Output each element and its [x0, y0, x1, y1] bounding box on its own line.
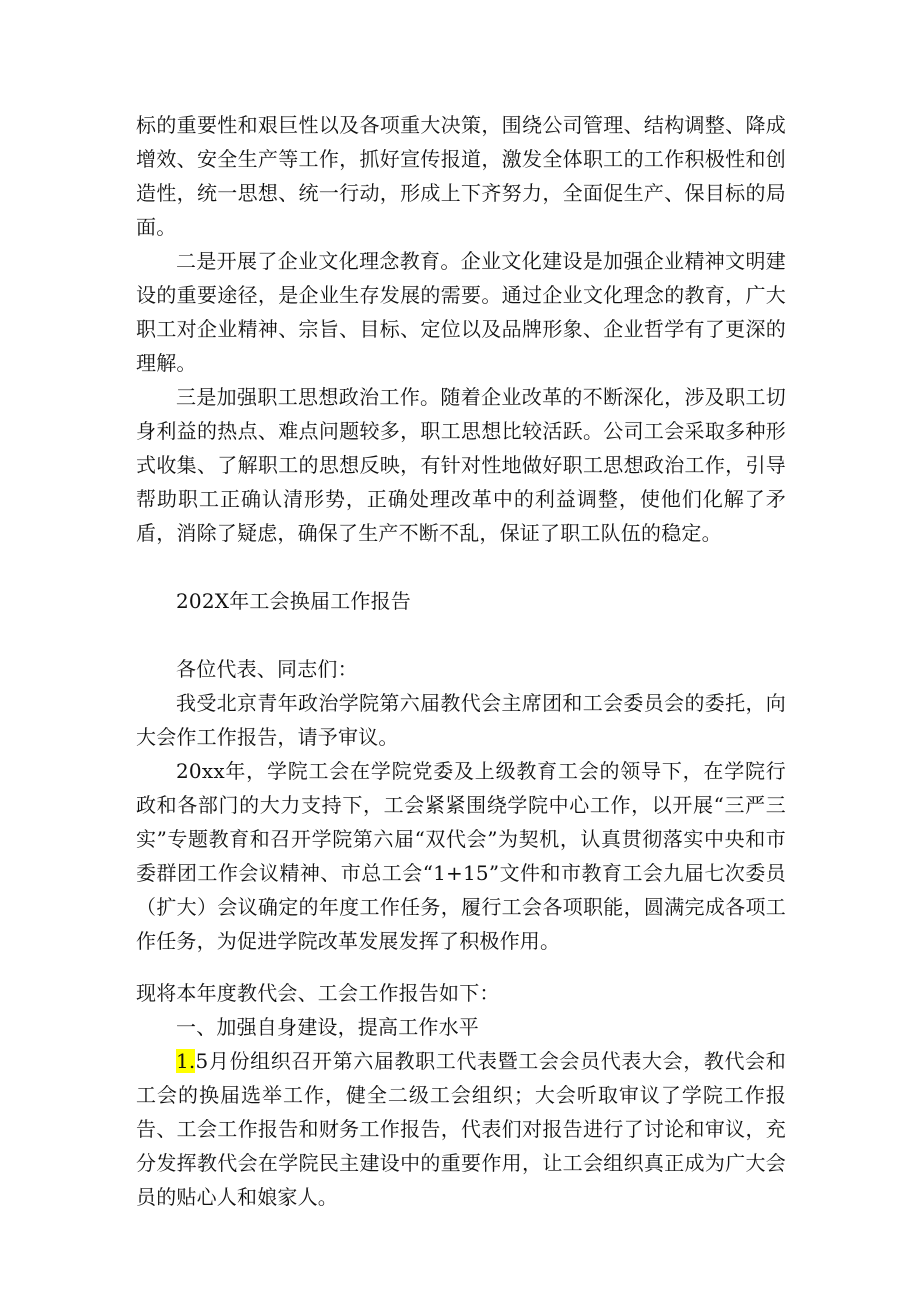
paragraph-summary: 20xx年，学院工会在学院党委及上级教育工会的领导下，在学院行政和各部门的大力支持下，工会紧紧围绕学院中心工作，以开展“三严三实”专题教育和召开学院第六届“双代会”为契机，认真贯彻落实中央和市委群团工作会议精神、市总工会“1+15”文件和市教育工会九届七次委员（扩大）会议确定的年度工作任务，履行工会各项职能，圆满完成各项工作任务，为促进学院改革发展发挥了积极作用。: [136, 759, 786, 953]
item-text: 5月份组织召开第六届教职工代表暨工会会员代表大会，教代会和工会的换届选举工作，健全二级工会组织；大会听取审议了学院工作报告、工会工作报告和财务工作报告，代表们对报告进行了讨论和审议，充分发挥教代会在学院民主建设中的重要作用，让工会组织真正成为广大会员的贴心人和娘家人。: [136, 1049, 786, 1209]
list-item: [136, 1044, 786, 1214]
salutation: 各位代表、同志们：: [176, 657, 358, 681]
paragraph-corporate-culture: 二是开展了企业文化理念教育。企业文化建设是加强企业精神文明建设的重要途径，是企业生存发展的需要。通过企业文化理念的教育，广大职工对企业精神、宗旨、目标、定位以及品牌形象、企业哲学有了更深的理解。: [136, 249, 786, 375]
report-lead: 现将本年度教代会、工会工作报告如下：: [136, 981, 500, 1005]
section-heading: 一、加强自身建设，提高工作水平: [176, 1015, 479, 1039]
document-body: [136, 108, 786, 1214]
item-number-highlight: 1.: [176, 1049, 196, 1073]
report-title: 202X年工会换届工作报告: [176, 589, 412, 613]
paragraph-continuation: 标的重要性和艰巨性以及各项重大决策，围绕公司管理、结构调整、降成增效、安全生产等工作，抓好宣传报道，激发全体职工的工作积极性和创造性，统一思想、统一行动，形成上下齐努力，全面促生产、保目标的局面。: [136, 113, 786, 239]
paragraph-intro: 我受北京青年政治学院第六届教代会主席团和工会委员会的委托，向大会作工作报告，请予审议。: [136, 691, 786, 749]
paragraph-political-work: 三是加强职工思想政治工作。随着企业改革的不断深化，涉及职工切身利益的热点、难点问题较多，职工思想比较活跃。公司工会采取多种形式收集、了解职工的思想反映，有针对性地做好职工思想政治工作，引导帮助职工正确认清形势，正确处理改革中的利益调整，使他们化解了矛盾，消除了疑虑，确保了生产不断不乱，保证了职工队伍的稳定。: [136, 385, 786, 545]
